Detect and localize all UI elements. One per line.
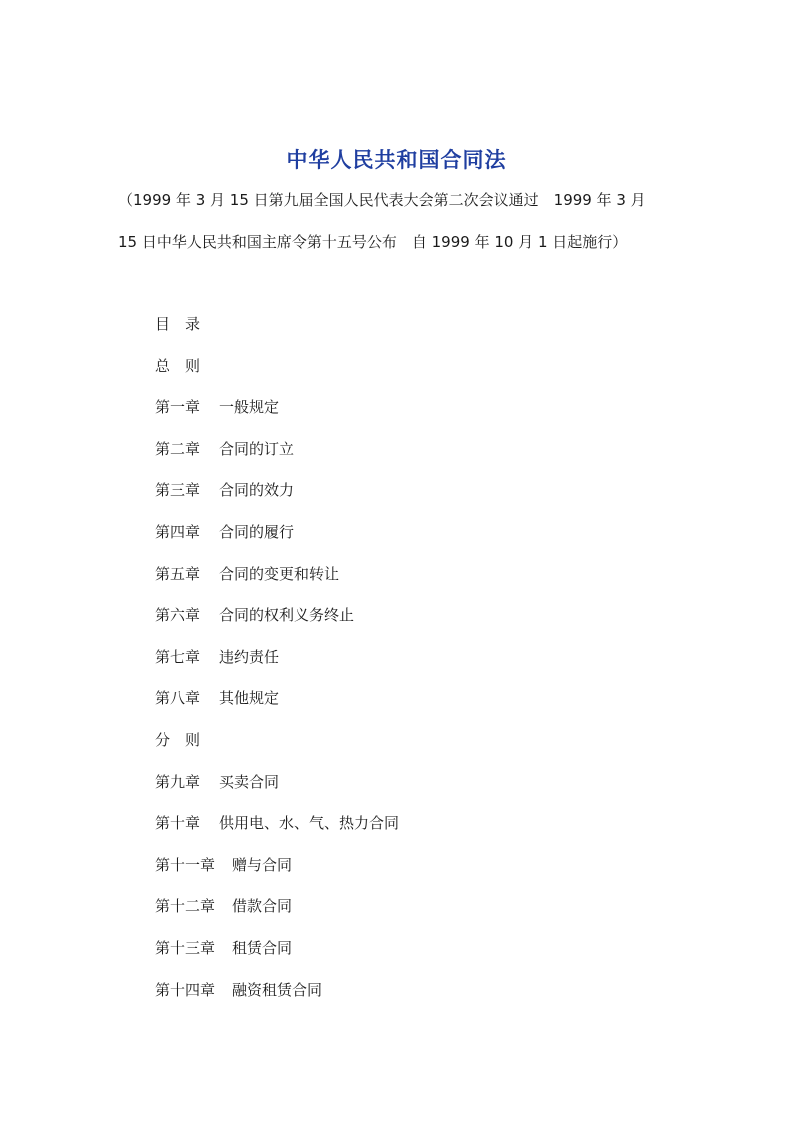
toc-item-number: 第九章 bbox=[155, 772, 201, 791]
toc-item-chapter-8 bbox=[155, 689, 399, 731]
document-title: 中华人民共和国合同法 bbox=[286, 148, 507, 172]
toc-item-chapter-3 bbox=[155, 481, 399, 523]
toc-item-title: 借款合同 bbox=[232, 897, 293, 916]
toc-item-title: 合同的订立 bbox=[219, 439, 295, 458]
toc-item-general-provisions bbox=[155, 357, 399, 399]
toc-item-title: 融资租赁合同 bbox=[232, 980, 323, 999]
toc-item-number: 第十一章 bbox=[155, 855, 216, 874]
toc-item-title: 赠与合同 bbox=[232, 855, 293, 874]
toc-item-number: 第十四章 bbox=[155, 980, 216, 999]
table-of-contents bbox=[155, 315, 399, 1022]
toc-item-title: 合同的权利义务终止 bbox=[219, 606, 355, 625]
toc-item-number: 第六章 bbox=[155, 606, 201, 625]
toc-item-title: 租赁合同 bbox=[232, 938, 293, 957]
toc-item-number: 第八章 bbox=[155, 689, 201, 708]
toc-item-chapter-13 bbox=[155, 939, 399, 981]
toc-item-number: 第五章 bbox=[155, 564, 201, 583]
toc-item-chapter-6 bbox=[155, 606, 399, 648]
toc-item-title: 供用电、水、气、热力合同 bbox=[219, 814, 400, 833]
toc-item-contents bbox=[155, 315, 399, 357]
toc-item-title: 合同的履行 bbox=[219, 522, 295, 541]
toc-item-chapter-11 bbox=[155, 856, 399, 898]
toc-item-number: 分 则 bbox=[155, 730, 201, 749]
subtitle-line-1: （1999 年 3 月 15 日第九届全国人民代表大会第二次会议通过 1999 年 3 月 bbox=[118, 191, 646, 209]
toc-item-number: 第十三章 bbox=[155, 938, 216, 957]
toc-item-title: 合同的效力 bbox=[219, 481, 295, 500]
toc-item-title: 合同的变更和转让 bbox=[219, 564, 340, 583]
toc-item-title: 违约责任 bbox=[219, 647, 280, 666]
toc-item-chapter-5 bbox=[155, 565, 399, 607]
toc-item-chapter-7 bbox=[155, 648, 399, 690]
toc-item-number: 目 录 bbox=[155, 315, 201, 333]
toc-item-number: 总 则 bbox=[155, 356, 201, 375]
toc-item-number: 第二章 bbox=[155, 439, 201, 458]
toc-item-title: 一般规定 bbox=[219, 398, 280, 417]
toc-item-chapter-14 bbox=[155, 981, 399, 1023]
toc-item-number: 第一章 bbox=[155, 398, 201, 417]
toc-item-title: 买卖合同 bbox=[219, 772, 280, 791]
toc-item-title: 其他规定 bbox=[219, 689, 280, 708]
toc-item-chapter-10 bbox=[155, 814, 399, 856]
toc-item-number: 第十章 bbox=[155, 814, 201, 833]
toc-item-chapter-2 bbox=[155, 440, 399, 482]
toc-item-number: 第七章 bbox=[155, 647, 201, 666]
toc-item-number: 第四章 bbox=[155, 522, 201, 541]
toc-item-number: 第三章 bbox=[155, 481, 201, 500]
toc-item-chapter-9 bbox=[155, 773, 399, 815]
toc-item-chapter-12 bbox=[155, 897, 399, 939]
subtitle-line-2: 15 日中华人民共和国主席令第十五号公布 自 1999 年 10 月 1 日起施行） bbox=[118, 233, 628, 251]
toc-item-specific-provisions bbox=[155, 731, 399, 773]
toc-item-chapter-1 bbox=[155, 398, 399, 440]
toc-item-chapter-4 bbox=[155, 523, 399, 565]
toc-item-number: 第十二章 bbox=[155, 897, 216, 916]
